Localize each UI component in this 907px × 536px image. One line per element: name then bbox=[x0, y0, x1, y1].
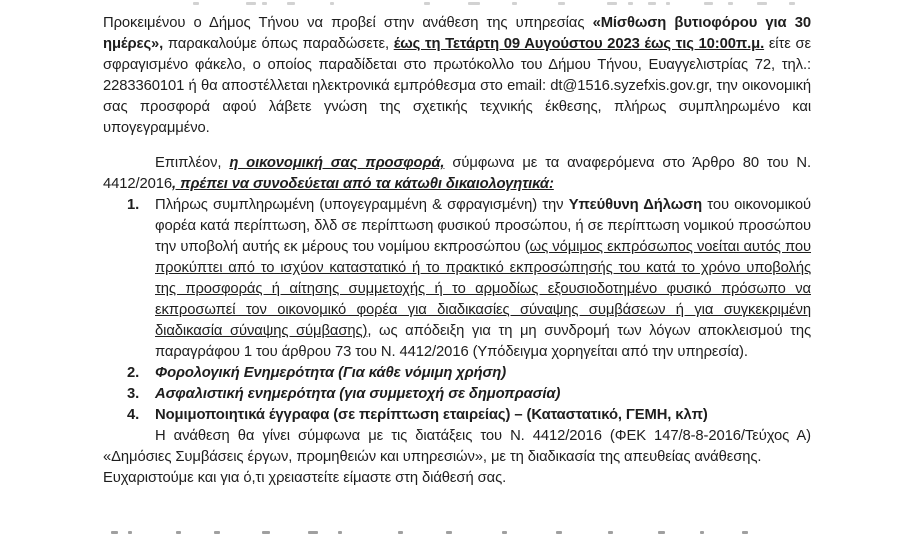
cropped-line-fragment bbox=[262, 531, 270, 534]
cropped-line-fragment bbox=[176, 531, 181, 534]
text-segment: Ασφαλιστική ενημερότητα (για συμμετοχή σε δημοπρασία) bbox=[155, 386, 561, 402]
list-item bbox=[103, 384, 811, 405]
text-segment: παρακαλούμε όπως παραδώσετε, bbox=[163, 36, 394, 52]
text-segment: , πρέπει να συνοδεύεται από τα κάτωθι δικαιολογητικά: bbox=[172, 176, 554, 192]
requirements-list bbox=[103, 195, 811, 426]
list-item-number: 1. bbox=[127, 197, 140, 213]
text-segment: είτε σε σφραγισμένο φάκελο, ο οποίος παραδίδεται στο πρωτόκολλο του Δήμου Τήνου, Ευαγγελιστρίας 72, τηλ.: 2283360101 ή θα αποστέλλεται ηλεκτρονικά εμπρόθεσμα στο email: dt@1516.syzefxis.gov.gr, την οικονομική σας προσφορά αφού λάβετε γνώση της σχετικής τεχνικής έκθεσης, πλήρως συμπληρωμένο και υπογεγραμμένο. bbox=[103, 36, 811, 136]
list-item-text bbox=[155, 195, 811, 363]
list-item bbox=[103, 405, 811, 426]
list-item-number: 2. bbox=[127, 365, 140, 381]
text-segment: Φορολογική Ενημερότητα (Για κάθε νόμιμη χρήση) bbox=[155, 365, 507, 381]
document-body bbox=[103, 13, 811, 489]
cropped-line-fragment bbox=[111, 531, 118, 534]
text-segment: , ως απόδειξη για τη μη συνδρομή των λόγων αποκλεισμού της παραγράφου 1 του άρθρου 73 του Ν. 4412/2016 (Υπόδειγμα χορηγείται από την υπηρεσία). bbox=[155, 323, 811, 360]
list-item bbox=[103, 195, 811, 363]
text-segment: Νομιμοποιητικά έγγραφα (σε περίπτωση εταιρείας) – (Καταστατικό, ΓΕΜΗ, κλπ) bbox=[155, 407, 708, 423]
cropped-line-fragment bbox=[666, 2, 670, 5]
paragraph-intro bbox=[103, 13, 811, 139]
cropped-line-fragment bbox=[128, 531, 132, 534]
paragraph-assignment-procedure bbox=[103, 426, 811, 468]
text-segment: έως τη Τετάρτη 09 Αυγούστου 2023 έως τις 10:00π.μ. bbox=[393, 36, 765, 52]
text-segment: Επιπλέον, bbox=[155, 155, 230, 171]
cropped-line-fragment bbox=[704, 2, 713, 5]
cropped-previous-line bbox=[0, 0, 907, 7]
list-item-number: 3. bbox=[127, 386, 140, 402]
list-item bbox=[103, 363, 811, 384]
cropped-line-fragment bbox=[728, 2, 733, 5]
cropped-line-fragment bbox=[446, 531, 452, 534]
cropped-line-fragment bbox=[700, 531, 704, 534]
cropped-line-fragment bbox=[556, 531, 562, 534]
cropped-line-fragment bbox=[262, 2, 267, 5]
cropped-line-fragment bbox=[628, 2, 633, 5]
cropped-line-fragment bbox=[246, 2, 256, 5]
cropped-line-fragment bbox=[330, 2, 334, 5]
cropped-line-fragment bbox=[287, 2, 295, 5]
text-segment: ως νόμιμος εκπρόσωπος νοείται αυτός που προκύπτει από το ισχύον καταστατικό ή το πρακτικό εκπροσώπησής του κατά το χρόνο υποβολής της προσφοράς ή αίτησης συμμετοχής ή το αρμοδίως εξουσιοδοτημένο φυσικό πρόσωπο να εκπροσωπεί τον οικονομικό φορέα για διαδικασίες σύναψης συμβάσεων ή για συγκεκριμένη διαδικασία σύναψης σύμβασης) bbox=[155, 239, 812, 339]
cropped-line-fragment bbox=[502, 531, 507, 534]
text-segment: Προκειμένου ο Δήμος Τήνου να προβεί στην ανάθεση της υπηρεσίας bbox=[103, 15, 593, 31]
text-segment: Πλήρως συμπληρωμένη (υπογεγραμμένη & σφραγισμένη) την bbox=[155, 197, 569, 213]
text-segment: του οικονομικού φορέα κατά περίπτωση, δλδ σε περίπτωση φυσικού προσώπου, ή σε περίπτωση νομικού προσώπου την υποβολή αυτής εκ μέρους του νομίμου εκπροσώπου ( bbox=[155, 197, 812, 255]
cropped-line-fragment bbox=[608, 531, 613, 534]
cropped-line-fragment bbox=[607, 2, 617, 5]
cropped-line-fragment bbox=[338, 531, 342, 534]
text-segment: η οικονομική σας προσφορά, bbox=[229, 155, 445, 171]
cropped-line-fragment bbox=[424, 2, 430, 5]
list-item-text bbox=[155, 384, 811, 405]
list-item-text bbox=[155, 405, 811, 426]
cropped-line-fragment bbox=[648, 2, 656, 5]
text-segment: σύμφωνα με τα αναφερόμενα στο Άρθρο 80 του Ν. 4412/2016 bbox=[103, 155, 812, 192]
text-segment: Ευχαριστούμε και για ό,τι χρειαστείτε είμαστε στη διάθεσή σας. bbox=[103, 470, 507, 486]
text-segment: Υπεύθυνη Δήλωση bbox=[568, 197, 703, 213]
paragraph-closing bbox=[103, 468, 811, 489]
cropped-line-fragment bbox=[512, 2, 517, 5]
cropped-line-fragment bbox=[398, 531, 403, 534]
cropped-line-fragment bbox=[214, 531, 220, 534]
cropped-next-line bbox=[0, 530, 907, 536]
paragraph-additional-requirements bbox=[103, 153, 811, 195]
cropped-line-fragment bbox=[789, 2, 795, 5]
cropped-line-fragment bbox=[193, 2, 199, 5]
list-item-number: 4. bbox=[127, 407, 140, 423]
cropped-line-fragment bbox=[468, 2, 480, 5]
list-item-text bbox=[155, 363, 811, 384]
text-segment: Η ανάθεση θα γίνει σύμφωνα με τις διατάξεις του Ν. 4412/2016 (ΦΕΚ 147/8-8-2016/Τεύχος Α) «Δημόσιες Συμβάσεις έργων, προμηθειών και υπηρεσιών», με τη διαδικασία της απευθείας ανάθεσης. bbox=[103, 428, 811, 465]
cropped-line-fragment bbox=[308, 531, 318, 534]
cropped-line-fragment bbox=[757, 2, 767, 5]
cropped-line-fragment bbox=[742, 531, 748, 534]
cropped-line-fragment bbox=[658, 531, 665, 534]
text-segment: «Μίσθωση βυτιοφόρου για 30 ημέρες», bbox=[103, 15, 812, 52]
cropped-line-fragment bbox=[558, 2, 565, 5]
